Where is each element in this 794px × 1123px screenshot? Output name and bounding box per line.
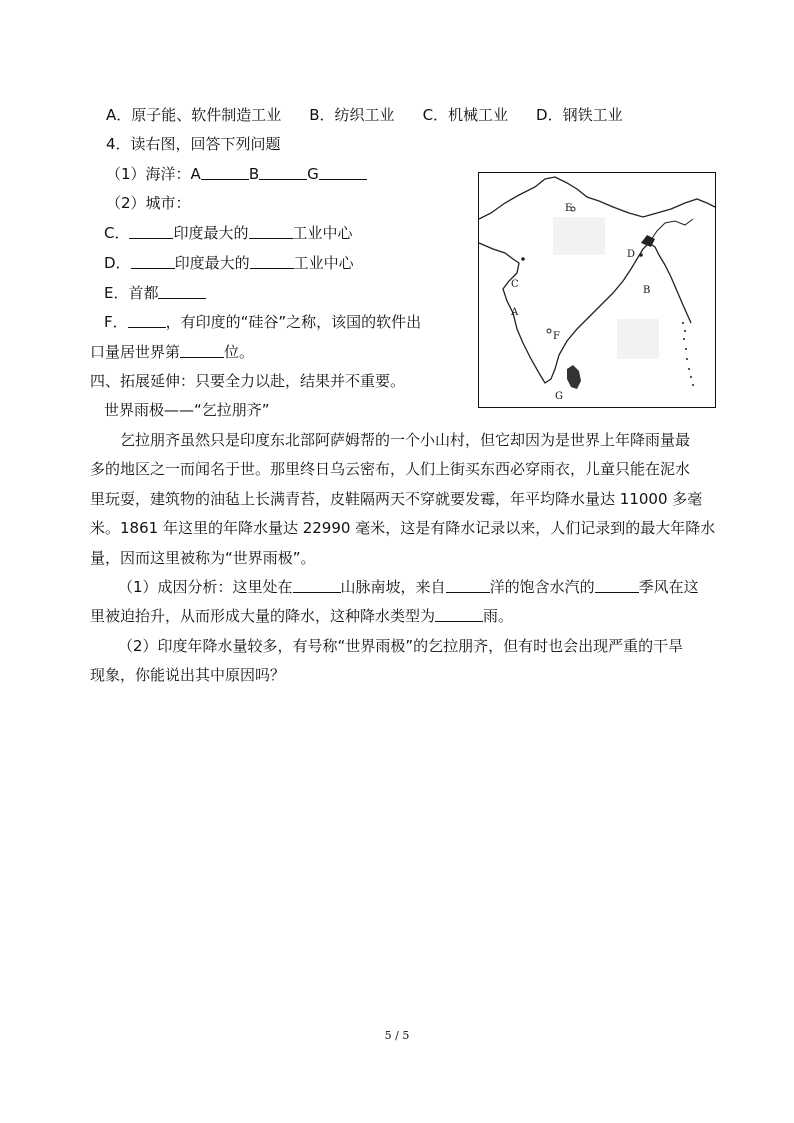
map-label-e: E	[565, 203, 573, 214]
monsoon-blank[interactable]	[595, 577, 639, 593]
city-c-marker	[521, 257, 525, 261]
ocean-a-label: A	[190, 165, 201, 183]
city-f-marker	[547, 329, 551, 333]
section4-subtitle: 世界雨极——“乞拉朋齐”	[104, 401, 270, 419]
q3-option-d: D．钢铁工业	[536, 106, 623, 124]
q4-city-c	[104, 223, 353, 243]
capital-blank[interactable]	[158, 283, 206, 299]
para-line-2: 多的地区之一而闻名于世。那里终日乌云密布，人们上街买东西必穿雨衣，儿童只能在泥水	[90, 460, 691, 478]
rain-type-blank[interactable]	[435, 606, 483, 622]
map-label-a: A	[511, 307, 519, 318]
map-label-b: B	[643, 285, 651, 296]
ocean-g-label: G	[307, 165, 319, 183]
cause-q-c: 洋的饱含水汽的	[489, 578, 595, 596]
ocean-b-blank[interactable]	[259, 164, 307, 180]
ocean-a-blank[interactable]	[201, 164, 249, 180]
para-line-5: 量，因而这里被称为“世界雨极”。	[90, 549, 316, 567]
cause-question-line1	[118, 577, 699, 597]
city-f-line2-b: 位。	[224, 343, 255, 361]
india-map	[478, 172, 716, 408]
cause-q-b: 山脉南坡，来自	[340, 578, 446, 596]
map-patch-2	[617, 319, 659, 359]
city-f-line2-a: 口量居世界第	[90, 343, 181, 361]
city-d-industry-blank[interactable]	[250, 253, 294, 269]
q4-cities-label: （2）城市：	[106, 194, 191, 212]
city-d-prefix: D．	[104, 254, 131, 272]
city-e-text: E．首都	[104, 284, 159, 302]
map-north-border	[479, 177, 715, 219]
cause-q-d: 季风在这	[638, 578, 699, 596]
cause-q-line2-b: 雨。	[483, 607, 514, 625]
city-c-prefix: C．	[104, 224, 130, 242]
q4-city-f-line2	[90, 342, 254, 362]
city-d-marker	[639, 253, 643, 257]
page-number: 5 / 5	[384, 1029, 410, 1042]
city-c-mid: 印度最大的	[173, 224, 249, 242]
city-c-industry-blank[interactable]	[249, 223, 293, 239]
city-d-suffix: 工业中心	[293, 254, 354, 272]
drought-question-line1: （2）印度年降水量较多，有号称“世界雨极”的乞拉朋齐，但有时也会出现严重的干旱	[118, 637, 684, 655]
map-label-f: F	[553, 331, 560, 342]
cause-question-line2	[90, 606, 513, 626]
q4-oceans-label: （1）海洋：	[106, 165, 191, 183]
ocean-source-blank[interactable]	[446, 577, 490, 593]
software-rank-blank[interactable]	[180, 342, 224, 358]
map-northeast-border	[649, 219, 693, 243]
cause-q-line2-a: 里被迫抬升，从而形成大量的降水，这种降水类型为	[90, 607, 436, 625]
city-d-mid: 印度最大的	[174, 254, 250, 272]
map-sri-lanka	[567, 365, 581, 389]
map-label-c: C	[511, 279, 519, 290]
para-line-3: 里玩耍，建筑物的油毡上长满青苔，皮鞋隔两天不穿就要发霉，年平均降水量达 11000 多毫	[90, 490, 703, 508]
city-f-prefix: F．	[104, 313, 128, 331]
map-label-d: D	[627, 249, 636, 260]
map-label-g: G	[555, 391, 563, 402]
map-india-coast	[479, 243, 637, 383]
mountain-blank[interactable]	[293, 577, 341, 593]
map-andaman-islands	[682, 322, 694, 386]
city-d-blank[interactable]	[131, 253, 175, 269]
para-line-1: 乞拉朋齐虽然只是印度东北部阿萨姆帮的一个小山村，但它却因为是世界上年降雨量最	[120, 431, 691, 449]
q4-prompt: 4．读右图，回答下列问题	[106, 135, 281, 153]
q3-options	[106, 105, 623, 125]
city-c-blank[interactable]	[129, 223, 173, 239]
q4-city-e	[104, 283, 206, 303]
q4-city-d	[104, 253, 354, 273]
q4-city-f	[104, 312, 421, 332]
drought-question-line2: 现象，你能说出其中原因吗？	[90, 666, 286, 684]
ocean-g-blank[interactable]	[319, 164, 367, 180]
map-northeast-coast	[637, 243, 691, 323]
q3-option-a: A．原子能、软件制造工业	[106, 106, 282, 124]
q3-option-c: C．机械工业	[422, 106, 509, 124]
section4-heading: 四、拓展延伸：只要全力以赴，结果并不重要。	[90, 372, 406, 390]
map-patch-1	[553, 217, 605, 255]
para-line-4: 米。1861 年这里的年降水量达 22990 毫米，这是有降水记录以来，人们记录到的最大年降水	[90, 519, 716, 537]
city-f-mid: ，有印度的“硅谷”之称，该国的软件出	[165, 313, 422, 331]
city-c-suffix: 工业中心	[292, 224, 353, 242]
q4-oceans-line	[106, 164, 367, 184]
city-f-blank[interactable]	[128, 312, 166, 328]
q3-option-b: B．纺织工业	[309, 106, 395, 124]
india-map-svg	[479, 173, 715, 407]
ocean-b-label: B	[248, 165, 260, 183]
cause-q-a: （1）成因分析：这里处在	[118, 578, 293, 596]
